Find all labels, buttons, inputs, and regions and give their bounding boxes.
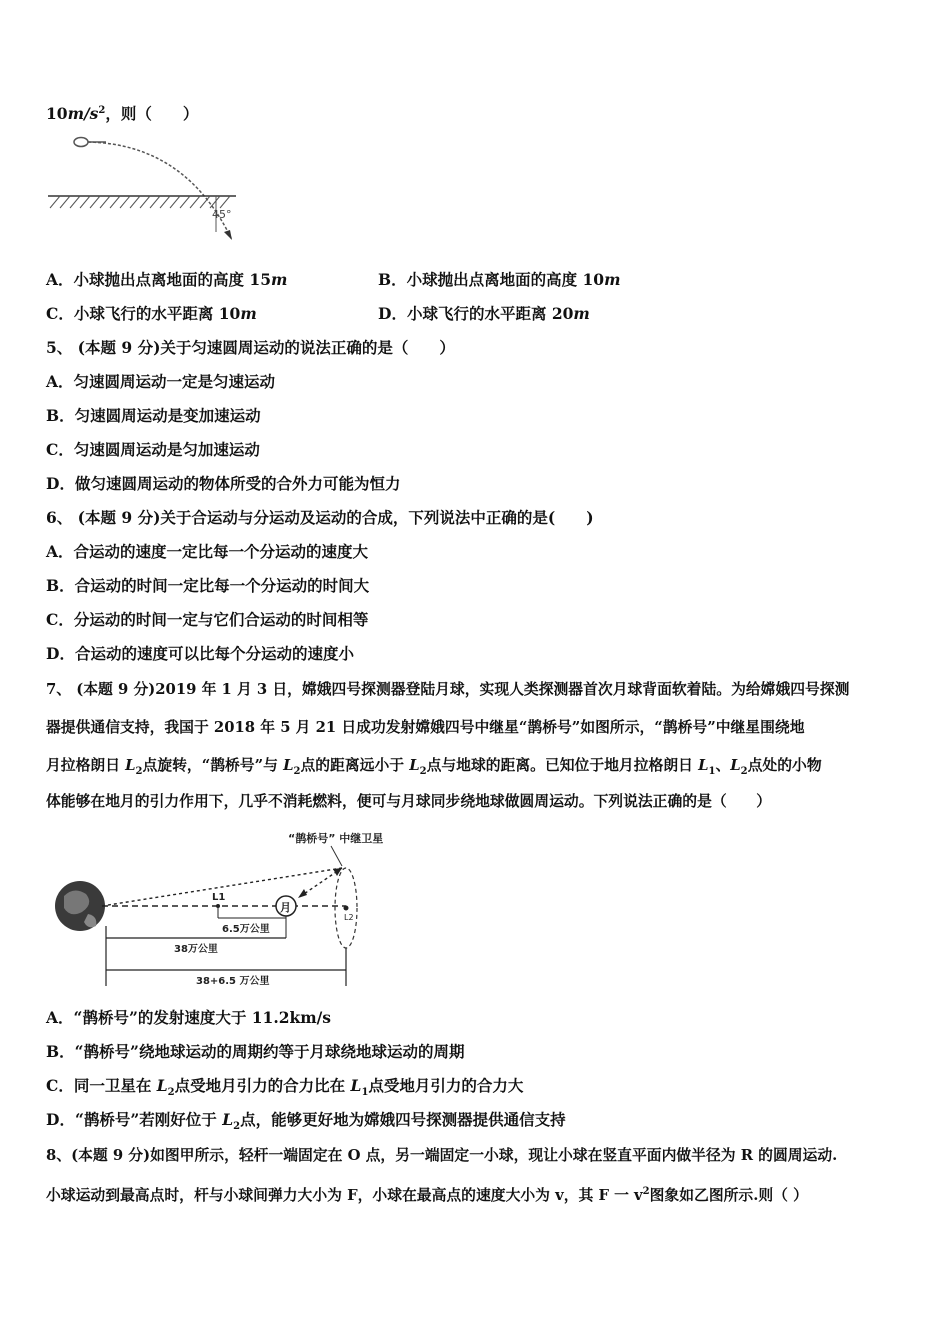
q7-option-a[interactable]: A．“鹊桥号”的发射速度大于 11.2km/s xyxy=(46,1008,332,1027)
l2-label: L2 xyxy=(344,913,354,922)
q7-stem-line2: 器提供通信支持，我国于 2018 年 5 月 21 日成功发射嫦娥四号中继星“鹊桥号”如图所示，“鹊桥号”中继星围绕地 xyxy=(46,719,805,736)
q5-option-a[interactable]: A．匀速圆周运动一定是匀速运动 xyxy=(46,372,276,391)
arrow-head xyxy=(224,230,232,240)
l2-point xyxy=(344,906,349,911)
earth-moon-distance: 38万公里 xyxy=(174,944,218,955)
angle-label: 45° xyxy=(212,208,232,221)
q5-option-b[interactable]: B．匀速圆周运动是变加速运动 xyxy=(46,406,261,425)
q4-option-a[interactable]: A．小球抛出点离地面的高度 15m xyxy=(46,270,288,289)
q5-option-d[interactable]: D．做匀速圆周运动的物体所受的合外力可能为恒力 xyxy=(46,474,401,493)
q7-option-b[interactable]: B．“鹊桥号”绕地球运动的周期约等于月球绕地球运动的周期 xyxy=(46,1042,465,1061)
q7-option-d[interactable]: D．“鹊桥号”若刚好位于 $L_2$点，能够更好地为嫦娥四号探测器提供通信支持 xyxy=(46,1110,566,1133)
moon-l1-distance: 6.5万公里 xyxy=(222,924,270,935)
projectile-figure xyxy=(46,132,241,250)
earth-l2-distance: 38+6.5 万公里 xyxy=(196,976,270,987)
q7-stem-line3: 月拉格朗日 $L_2$点旋转，“鹊桥号”与 $L_2$点的距离远小于 $L_2$点与地球的距离。已知位于地月拉格朗日 $L_1$、$L_2$点处的小物 xyxy=(46,757,822,777)
q4-option-b[interactable]: B．小球抛出点离地面的高度 10m xyxy=(378,270,621,289)
q7-stem-line4: 体能够在地月的引力作用下，几乎不消耗燃料，便可与月球同步绕地球做圆周运动。下列说法正确的是（ ） xyxy=(46,793,772,810)
q6-option-d[interactable]: D．合运动的速度可以比每个分运动的速度小 xyxy=(46,644,354,663)
q6-stem: 6、 (本题 9 分)关于合运动与分运动及运动的合成，下列说法中正确的是( ) xyxy=(46,508,594,527)
q4-stem-tail: $10m/s^2$，则（ ） xyxy=(46,104,199,124)
q6-option-a[interactable]: A．合运动的速度一定比每一个分运动的速度大 xyxy=(46,542,369,561)
ground-hatching xyxy=(50,196,230,208)
satellite-label: “鹊桥号” 中继卫星 xyxy=(288,832,384,845)
q4-option-c[interactable]: C．小球飞行的水平距离 10m xyxy=(46,304,257,323)
q5-stem: 5、 (本题 9 分)关于匀速圆周运动的说法正确的是（ ） xyxy=(46,338,455,357)
l1-label: L1 xyxy=(212,892,226,903)
q4-option-d[interactable]: D．小球飞行的水平距离 20m xyxy=(378,304,590,323)
moon-label: 月 xyxy=(280,901,291,914)
q8-stem-line1: 8、(本题 9 分)如图甲所示，轻杆一端固定在 O 点，另一端固定一小球，现让小球在竖直平面内做半径为 R 的圆周运动. xyxy=(46,1147,838,1164)
q7-stem-line1: 7、 (本题 9 分)2019 年 1 月 3 日，嫦娥四号探测器登陆月球，实现人类探测器首次月球背面软着陆。为给嫦娥四号探测 xyxy=(46,681,850,698)
q6-option-b[interactable]: B．合运动的时间一定比每一个分运动的时间大 xyxy=(46,576,370,595)
q6-option-c[interactable]: C．分运动的时间一定与它们合运动的时间相等 xyxy=(46,610,369,629)
q8-stem-line2: 小球运动到最高点时，杆与小球间弹力大小为 F，小球在最高点的速度大小为 v，其 F 一 $v^2$图象如乙图所示.则（ ） xyxy=(46,1186,808,1204)
q5-option-c[interactable]: C．匀速圆周运动是匀加速运动 xyxy=(46,440,260,459)
ball xyxy=(74,138,88,147)
trajectory xyxy=(88,142,232,240)
q7-option-c[interactable]: C．同一卫星在 $L_2$点受地月引力的合力比在 $L_1$点受地月引力的合力大 xyxy=(46,1076,524,1099)
satellite-pointer xyxy=(331,846,342,866)
queqiao-figure xyxy=(46,826,406,988)
